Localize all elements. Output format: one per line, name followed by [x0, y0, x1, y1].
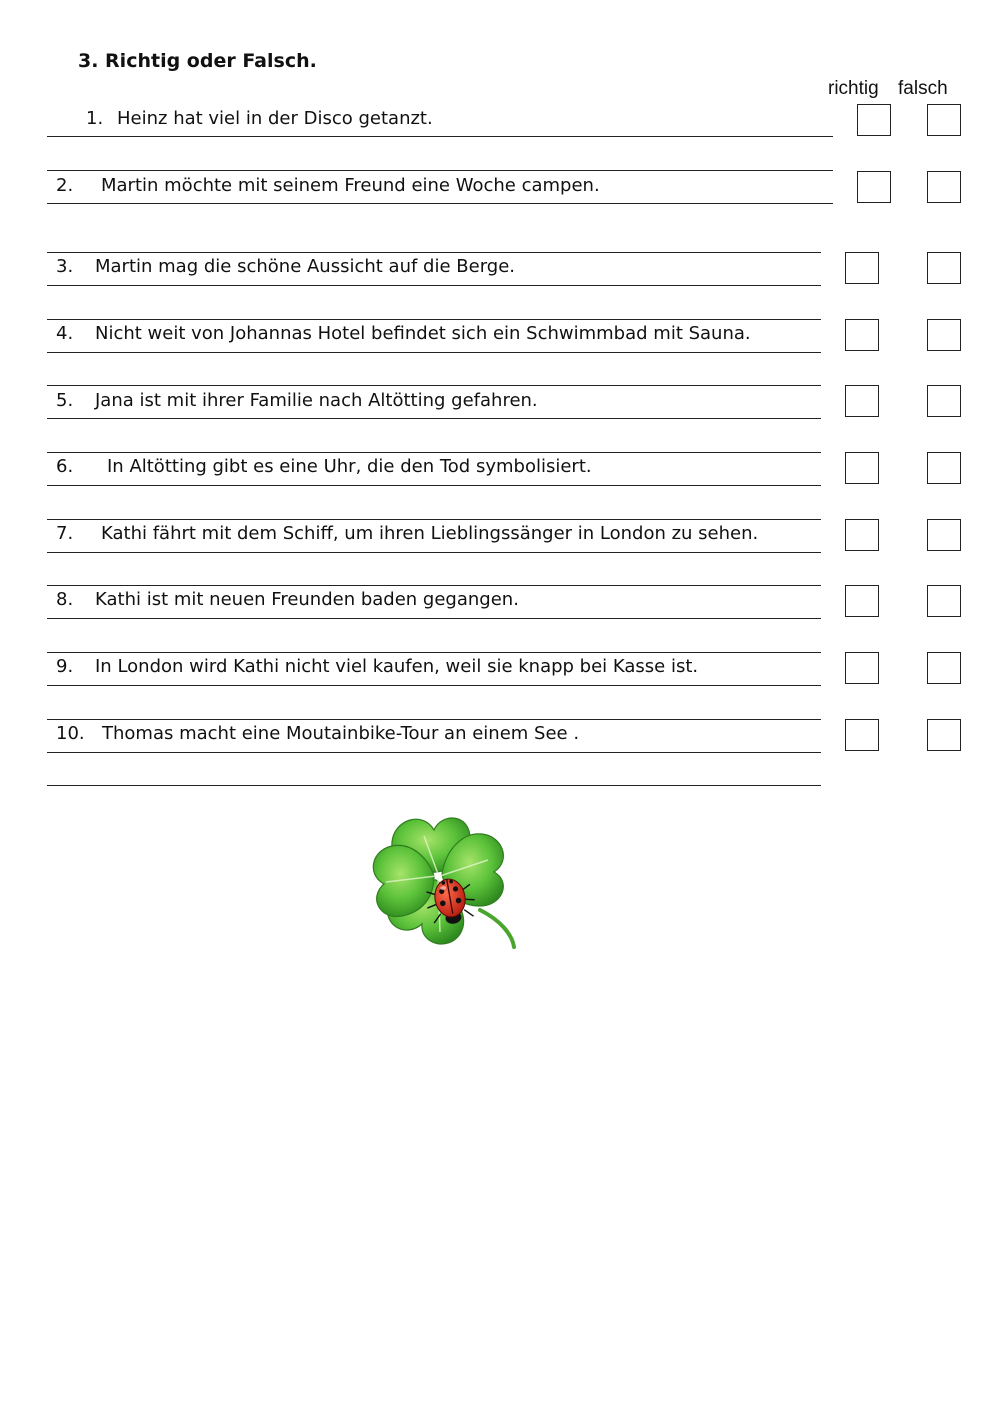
divider-line: [47, 352, 821, 353]
statement-5: [56, 390, 538, 412]
statement-number: 2.: [56, 175, 74, 196]
checkbox-falsch-6[interactable]: [927, 452, 961, 484]
divider-line: [47, 385, 821, 386]
statement-number: 7.: [56, 523, 74, 544]
checkbox-richtig-6[interactable]: [845, 452, 879, 484]
checkbox-richtig-4[interactable]: [845, 319, 879, 351]
divider-line: [47, 203, 833, 204]
checkbox-richtig-7[interactable]: [845, 519, 879, 551]
checkbox-falsch-8[interactable]: [927, 585, 961, 617]
divider-line: [47, 170, 833, 171]
statement-6: [56, 456, 592, 478]
statement-number: 8.: [56, 589, 74, 610]
divider-line: [47, 719, 821, 720]
statement-text: Martin möchte mit seinem Freund eine Woche campen.: [101, 175, 600, 196]
statement-number: 10.: [56, 723, 85, 744]
checkbox-richtig-2[interactable]: [857, 171, 891, 203]
statement-4: [56, 323, 751, 345]
statement-number: 9.: [56, 656, 74, 677]
divider-line: [47, 552, 821, 553]
checkbox-falsch-2[interactable]: [927, 171, 961, 203]
checkbox-falsch-1[interactable]: [927, 104, 961, 136]
statement-text: Heinz hat viel in der Disco getanzt.: [117, 108, 433, 129]
checkbox-richtig-9[interactable]: [845, 652, 879, 684]
checkbox-falsch-9[interactable]: [927, 652, 961, 684]
divider-line: [47, 136, 833, 137]
divider-line: [47, 618, 821, 619]
statement-2: [56, 175, 600, 197]
checkbox-richtig-5[interactable]: [845, 385, 879, 417]
checkbox-richtig-1[interactable]: [857, 104, 891, 136]
statement-10: [56, 723, 579, 745]
checkbox-falsch-4[interactable]: [927, 319, 961, 351]
statement-text: Martin mag die schöne Aussicht auf die Berge.: [95, 256, 515, 277]
divider-line: [47, 585, 821, 586]
statement-8: [56, 589, 519, 611]
divider-line: [47, 785, 821, 786]
divider-line: [47, 652, 821, 653]
statement-text: Jana ist mit ihrer Familie nach Altötting gefahren.: [95, 390, 538, 411]
checkbox-richtig-8[interactable]: [845, 585, 879, 617]
divider-line: [47, 752, 821, 753]
divider-line: [47, 252, 821, 253]
checkbox-falsch-7[interactable]: [927, 519, 961, 551]
statement-7: [56, 523, 758, 545]
statement-text: Thomas macht eine Moutainbike-Tour an einem See .: [102, 723, 580, 744]
statement-text: Kathi fährt mit dem Schiff, um ihren Lieblingssänger in London zu sehen.: [101, 523, 759, 544]
exercise-title: 3. Richtig oder Falsch.: [78, 50, 317, 72]
statement-9: [56, 656, 698, 678]
divider-line: [47, 519, 821, 520]
checkbox-falsch-10[interactable]: [927, 719, 961, 751]
statement-number: 1.: [86, 108, 104, 129]
divider-line: [47, 685, 821, 686]
divider-line: [47, 485, 821, 486]
divider-line: [47, 418, 821, 419]
clover-ladybug-icon: [362, 802, 524, 952]
statement-text: In London wird Kathi nicht viel kaufen, weil sie knapp bei Kasse ist.: [95, 656, 699, 677]
column-header-falsch: falsch: [898, 78, 948, 99]
statement-3: [56, 256, 515, 278]
statement-1: [86, 108, 433, 130]
checkbox-richtig-3[interactable]: [845, 252, 879, 284]
divider-line: [47, 319, 821, 320]
statement-text: In Altötting gibt es eine Uhr, die den Tod symbolisiert.: [107, 456, 592, 477]
statement-text: Nicht weit von Johannas Hotel befindet sich ein Schwimmbad mit Sauna.: [95, 323, 751, 344]
column-header-richtig: richtig: [828, 78, 879, 99]
statement-text: Kathi ist mit neuen Freunden baden gegangen.: [95, 589, 519, 610]
statement-number: 3.: [56, 256, 74, 277]
statement-number: 6.: [56, 456, 74, 477]
statement-number: 4.: [56, 323, 74, 344]
checkbox-richtig-10[interactable]: [845, 719, 879, 751]
checkbox-falsch-3[interactable]: [927, 252, 961, 284]
divider-line: [47, 452, 821, 453]
checkbox-falsch-5[interactable]: [927, 385, 961, 417]
statement-number: 5.: [56, 390, 74, 411]
divider-line: [47, 285, 821, 286]
